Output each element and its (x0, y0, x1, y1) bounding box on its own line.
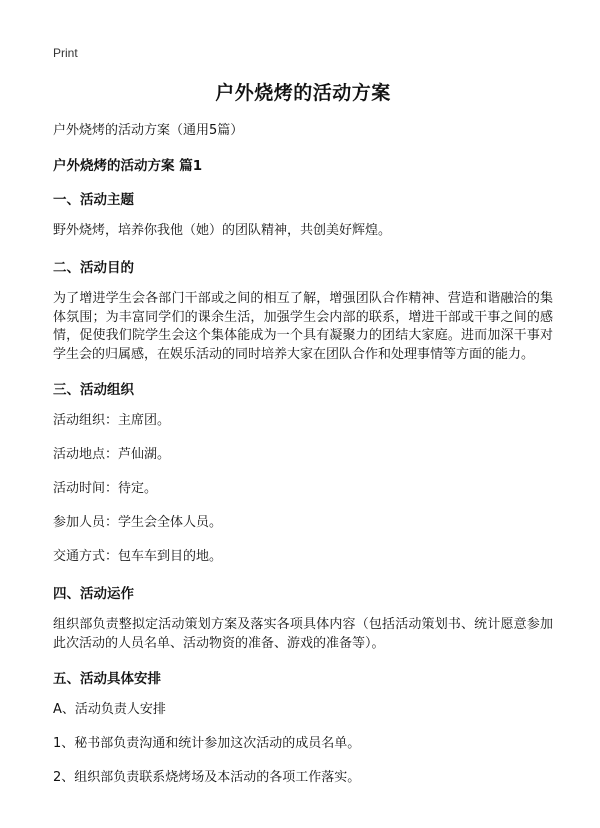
org-item-time: 活动时间：待定。 (53, 481, 158, 496)
org-item-participants: 参加人员：学生会全体人员。 (53, 515, 223, 530)
print-label[interactable]: Print (53, 46, 78, 60)
org-item-location: 活动地点：芦仙湖。 (53, 447, 171, 462)
section-heading-operation: 四、活动运作 (53, 586, 134, 602)
org-item-organizer: 活动组织：主席团。 (53, 413, 171, 428)
section-text-purpose: 为了增进学生会各部门干部或之间的相互了解，增强团队合作精神、营造和谐融洽的集体氛围；为丰富同学们的课余生活，加强学生会内部的联系，增进干部或干事之间的感情，促使我们院学生会这个集体能成为一个具有凝聚力的团结大家庭。进而加深干事对学生会的归属感，在娱乐活动的同时培养大家在团队合作和处理事情等方面的能力。 (53, 291, 553, 362)
section-text-theme: 野外烧烤，培养你我他（她）的团队精神，共创美好辉煌。 (53, 223, 392, 238)
document-body (53, 78, 553, 803)
section-heading-theme: 一、活动主题 (53, 192, 134, 208)
section-heading-organization: 三、活动组织 (53, 382, 134, 398)
document-subtitle: 户外烧烤的活动方案（通用5篇） (53, 123, 244, 138)
schedule-item-a: A、活动负责人安排 (53, 702, 166, 717)
org-item-transport: 交通方式：包车车到目的地。 (53, 549, 223, 564)
document-title: 户外烧烤的活动方案 (215, 82, 391, 104)
section-heading-schedule: 五、活动具体安排 (53, 671, 161, 687)
section-heading-purpose: 二、活动目的 (53, 260, 134, 276)
schedule-item-2: 2、组织部负责联系烧烤场及本活动的各项工作落实。 (53, 770, 361, 785)
part-heading: 户外烧烤的活动方案 篇1 (53, 158, 203, 174)
section-text-operation: 组织部负责整拟定活动策划方案及落实各项具体内容（包括活动策划书、统计愿意参加此次活动的人员名单、活动物资的准备、游戏的准备等）。 (53, 617, 553, 651)
schedule-item-1: 1、秘书部负责沟通和统计参加这次活动的成员名单。 (53, 736, 361, 751)
